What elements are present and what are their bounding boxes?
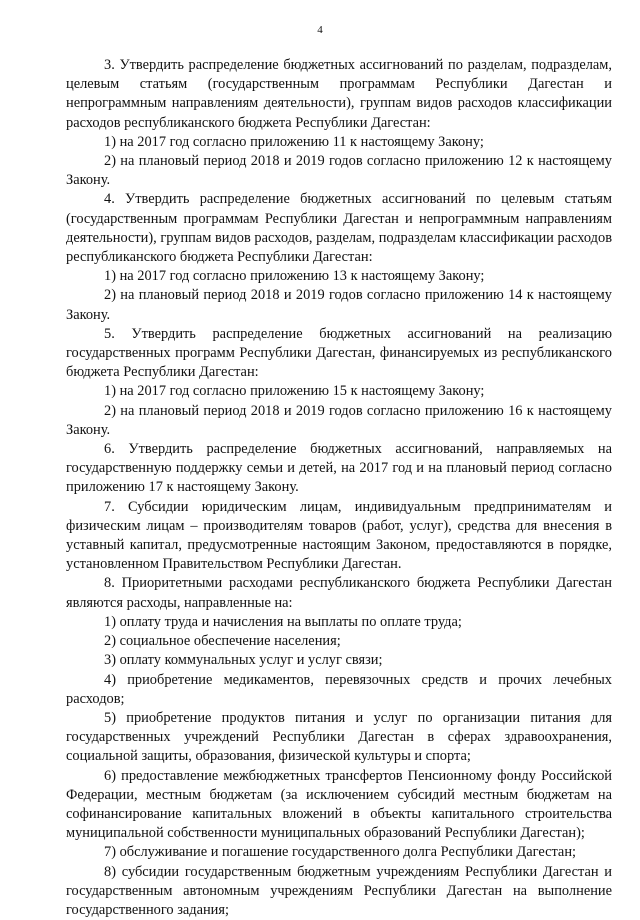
paragraph-8-item-5: 5) приобретение продуктов питания и услуг по организации питания для государственных учреждений Республики Дагестан в сферах здравоохранения, социальной защиты, образования, физической культуры и спорта; xyxy=(66,709,612,765)
paragraph-8-item-4: 4) приобретение медикаментов, перевязочных средств и прочих лечебных расходов; xyxy=(66,671,612,707)
paragraph-3-item-1: 1) на 2017 год согласно приложению 11 к настоящему Закону; xyxy=(104,133,484,150)
paragraph-4: 4. Утвердить распределение бюджетных ассигнований по целевым статьям (государственным программам Республики Дагестан и непрограммным направлениям деятельности), группам видов расходов, разделам, подразделам классификации расходов республиканского бюджета Республики Дагестан: xyxy=(66,191,612,266)
paragraph-8-item-1: 1) оплату труда и начисления на выплаты по оплате труда; xyxy=(104,613,462,630)
paragraph-8-item-3: 3) оплату коммунальных услуг и услуг связи; xyxy=(104,652,383,669)
paragraph-8-item-8: 8) субсидии государственным бюджетным учреждениям Республики Дагестан и государственным автономным учреждениям Республики Дагестан на выполнение государственного задания; xyxy=(66,863,612,918)
paragraph-4-item-1: 1) на 2017 год согласно приложению 13 к настоящему Закону; xyxy=(104,268,485,285)
paragraph-5-item-2: 2) на плановый период 2018 и 2019 годов согласно приложению 16 к настоящему Закону. xyxy=(66,402,612,438)
paragraph-8-item-7: 7) обслуживание и погашение государственного долга Республики Дагестан; xyxy=(104,844,577,861)
paragraph-3: 3. Утвердить распределение бюджетных ассигнований по разделам, подразделам, целевым статьям (государственным программам Республики Дагестан и непрограммным направлениям деятельности), группам видов расходов классификации расходов республиканского бюджета Республики Дагестан: xyxy=(66,57,612,131)
paragraph-5: 5. Утвердить распределение бюджетных ассигнований на реализацию государственных программ Республики Дагестан, финансируемых из республиканского бюджета Республики Дагестан: xyxy=(66,325,612,381)
document-body xyxy=(66,56,612,920)
paragraph-5-item-1: 1) на 2017 год согласно приложению 15 к настоящему Закону; xyxy=(104,383,485,400)
page-number: 4 xyxy=(317,24,323,36)
paragraph-8-item-2: 2) социальное обеспечение населения; xyxy=(104,633,341,650)
paragraph-4-item-2: 2) на плановый период 2018 и 2019 годов согласно приложению 14 к настоящему Закону. xyxy=(66,287,612,323)
paragraph-8: 8. Приоритетными расходами республиканского бюджета Республики Дагестан являются расходы, направленные на: xyxy=(66,575,612,611)
paragraph-7: 7. Субсидии юридическим лицам, индивидуальным предпринимателям и физическим лицам – производителям товаров (работ, услуг), средства для внесения в уставный капитал, предусмотренные настоящим Законом, предоставляются в порядке, установленном Правительством Республики Дагестан. xyxy=(66,498,612,573)
paragraph-6: 6. Утвердить распределение бюджетных ассигнований, направляемых на государственную поддержку семьи и детей, на 2017 год и на плановый период согласно приложению 17 к настоящему Закону. xyxy=(66,441,612,496)
paragraph-8-item-6: 6) предоставление межбюджетных трансфертов Пенсионному фонду Российской Федерации, местным бюджетам (за исключением субсидий местным бюджетам на софинансирование капитальных вложений в объекты капитального строительства муниципальной собственности муниципальных образований Республики Дагестан); xyxy=(66,767,612,842)
paragraph-3-item-2: 2) на плановый период 2018 и 2019 годов согласно приложению 12 к настоящему Закону. xyxy=(66,153,612,189)
